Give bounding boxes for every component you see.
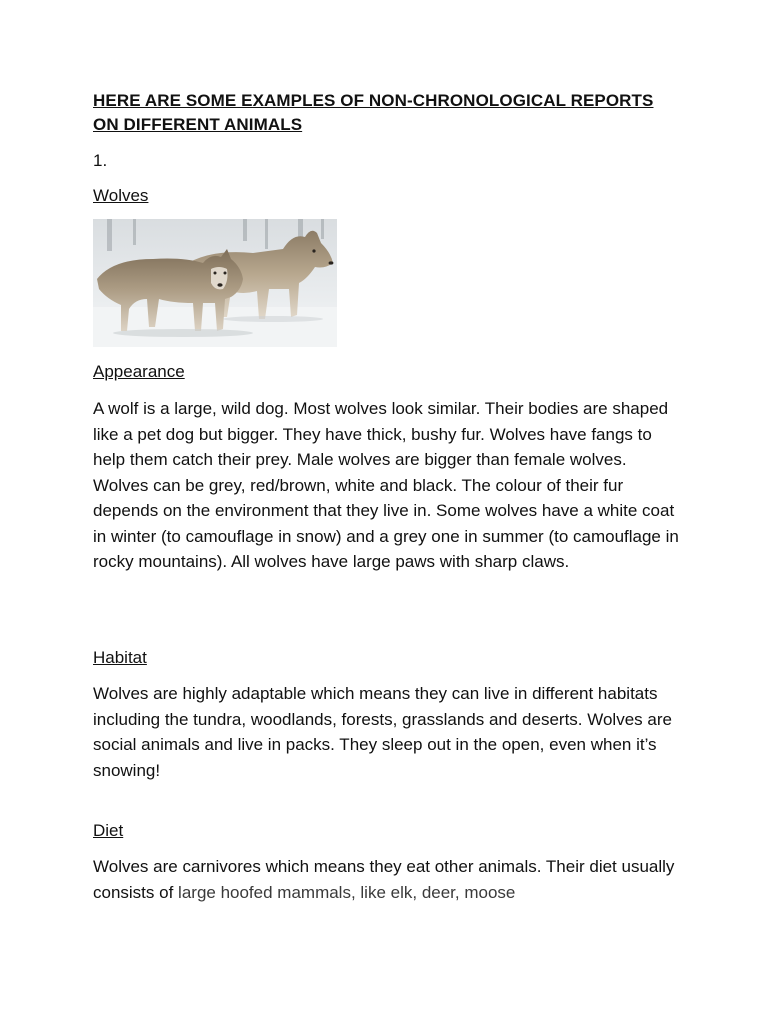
diet-heading: Diet [93,821,124,840]
appearance-paragraph: A wolf is a large, wild dog. Most wolves look similar. Their bodies are shaped like a pet dog but bigger. They have thick, bushy fur. Wolves have fangs to help them catch their prey. Male wolves are bigger than female wolves. Wolves can be grey, red/brown, white and black. The colour of their fur depends on the environment that they live in. Some wolves have a white coat in winter (to camouflage in snow) and a grey one in summer (to camouflage in rocky mountains). All wolves have large paws with sharp claws. [93,399,679,571]
wolves-photo [93,219,337,347]
habitat-paragraph: Wolves are highly adaptable which means they can live in different habitats including the tundra, woodlands, forests, grasslands and deserts. Wolves are social animals and live in packs. They sleep out in the open, even when it’s snowing! [93,684,672,780]
appearance-heading: Appearance [93,362,185,381]
page-title: HERE ARE SOME EXAMPLES OF NON-CHRONOLOGICAL REPORTS ON DIFFERENT ANIMALS [93,91,654,134]
diet-paragraph [93,854,681,905]
animal-heading: Wolves [93,186,149,205]
item-number: 1. [93,151,108,170]
habitat-heading: Habitat [93,648,147,667]
diet-text-end: large hoofed mammals, like elk, deer, moose [178,882,516,902]
diet-text-start: Wolves are carnivores which means they eat other animals. Their diet usually consists of [93,857,675,902]
